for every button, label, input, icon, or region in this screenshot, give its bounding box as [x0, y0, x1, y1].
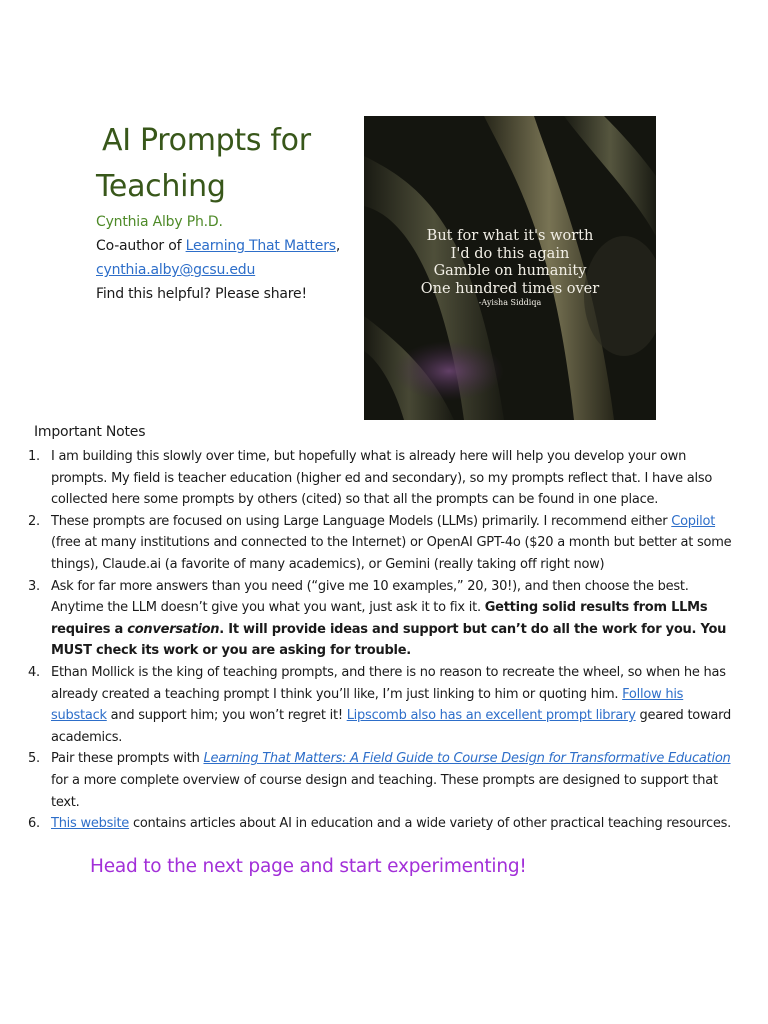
note-text: (free at many institutions and connected to the Internet) or OpenAI GPT-4o ($20 a month but better at some things), Claude.ai (a favorite of many academics), or Gemini (really taking off right now)	[51, 535, 732, 572]
note-text: and support him; you won’t regret it!	[106, 708, 347, 724]
author-block	[96, 210, 340, 306]
note-text: for a more complete overview of course design and teaching. These prompts are designed to support that text.	[51, 772, 718, 810]
note-bold-text: . It will provide ideas and support but can’t do all the work for you. You MUST check its work or you are asking for trouble.	[51, 621, 727, 659]
list-item	[22, 446, 732, 511]
book-guide-link[interactable]: Learning That Matters: A Field Guide to Course Design for Transformative Education	[203, 751, 731, 767]
list-item	[22, 576, 732, 662]
quote-line-4: One hundred times over	[420, 280, 600, 297]
list-number: 1.	[28, 449, 40, 464]
share-text: Find this helpful? Please share!	[96, 286, 307, 302]
note-text: Pair these prompts with	[51, 751, 204, 767]
book-link[interactable]: Learning That Matters	[185, 238, 336, 254]
notes-list	[22, 446, 732, 835]
email-link[interactable]: cynthia.alby@gcsu.edu	[96, 262, 256, 278]
title-line-1: AI Prompts for	[102, 123, 311, 158]
lipscomb-link[interactable]: Lipscomb also has an excellent prompt library	[346, 708, 636, 724]
notes-heading: Important Notes	[34, 424, 146, 440]
list-number: 6.	[28, 816, 40, 832]
quote-line-2: I'd do this again	[450, 245, 570, 262]
list-item	[22, 662, 732, 748]
list-number: 5.	[28, 751, 40, 767]
note-bold-italic-text: conversation	[127, 621, 220, 637]
list-number: 3.	[28, 578, 40, 594]
author-name: Cynthia Alby Ph.D.	[96, 214, 223, 230]
list-number: 4.	[28, 664, 40, 680]
coauthor-line	[96, 234, 340, 258]
quote-line-1: But for what it's worth	[426, 228, 594, 244]
coauthor-suffix: ,	[335, 238, 341, 254]
substack-link[interactable]: Follow his substack	[51, 686, 684, 724]
quote-text	[364, 228, 656, 308]
list-number: 2.	[28, 513, 40, 529]
quote-line-3: Gamble on humanity	[433, 263, 587, 279]
note-text: Ethan Mollick is the king of teaching prompts, and there is no reason to recreate the wheel, so when he has already created a teaching prompt I think you’ll like, I’m just linking to him or quoting him.	[51, 664, 726, 702]
quote-image	[364, 116, 656, 420]
copilot-link[interactable]: Copilot	[671, 513, 716, 529]
page-title	[96, 118, 346, 210]
call-to-action: Head to the next page and start experimenting!	[90, 856, 527, 877]
note-text: contains articles about AI in education and a wide variety of other practical teaching resources.	[129, 816, 732, 832]
note-text: geared toward academics.	[51, 708, 731, 745]
list-item	[22, 748, 732, 813]
title-line-2: Teaching	[96, 169, 226, 204]
coauthor-prefix: Co-author of	[96, 238, 186, 254]
quote-attribution: -Ayisha Siddiqa	[478, 298, 542, 307]
list-item	[22, 511, 732, 576]
note-text: Ask for far more answers than you need (“give me 10 examples,” 20, 30!), and then choose the best. Anytime the LLM doesn’t give you what you want, just ask it to fix it.	[51, 578, 689, 616]
note-bold-text: Getting solid results from LLMs requires a	[51, 600, 708, 637]
note-text: I am building this slowly over time, but hopefully what is already here will help you develop your own prompts. My field is teacher education (higher ed and secondary), so my prompts reflect that. I have also collected here some prompts by others (cited) so that all the prompts can be found in one place.	[51, 449, 713, 508]
list-item	[22, 813, 732, 835]
website-link[interactable]: This website	[51, 816, 130, 832]
note-text: These prompts are focused on using Large Language Models (LLMs) primarily. I recommend either	[51, 513, 672, 529]
